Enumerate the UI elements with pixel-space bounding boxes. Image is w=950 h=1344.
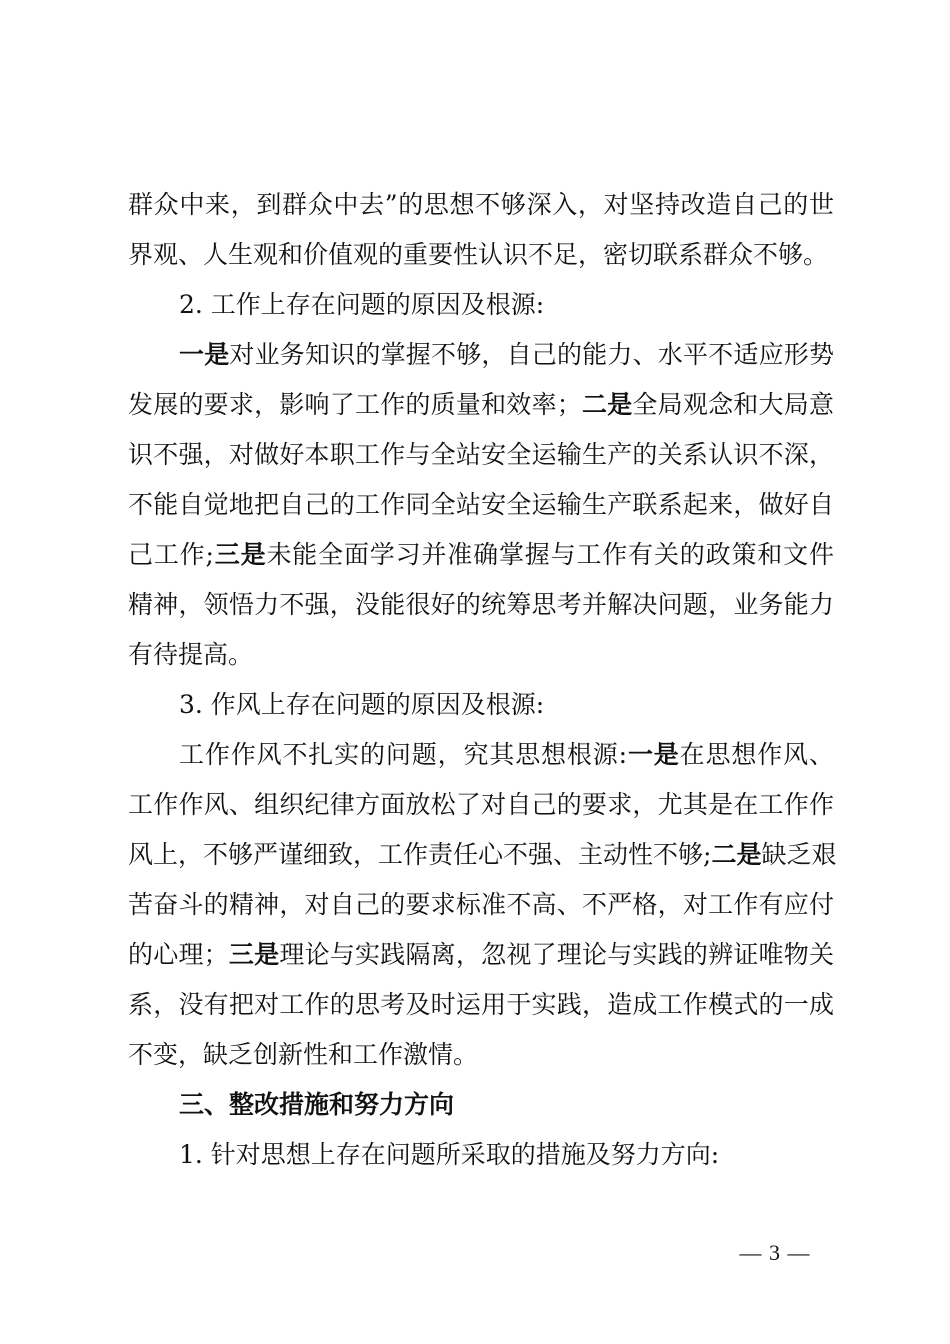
paragraph-line: 识不强，对做好本职工作与全站安全运输生产的关系认识不深， <box>128 440 834 469</box>
paragraph-line: 精神，领悟力不强，没能很好的统筹思考并解决问题，业务能力 <box>128 590 834 619</box>
paragraph-line: 有待提高。 <box>128 640 254 669</box>
paragraph-line: 发展的要求，影响了工作的质量和效率；二是全局观念和大局意 <box>128 390 834 419</box>
bold-marker: 三是 <box>228 940 280 969</box>
document-body <box>128 180 837 1180</box>
paragraph-line: 一是对业务知识的掌握不够，自己的能力、水平不适应形势 <box>179 340 834 369</box>
bold-marker: 二是 <box>711 840 762 869</box>
paragraph-line: 系，没有把对工作的思考及时运用于实践，造成工作模式的一成 <box>128 990 834 1019</box>
page-number: — 3 — <box>739 1240 811 1265</box>
paragraph-line: 苦奋斗的精神，对自己的要求标准不高、不严格，对工作有应付 <box>128 890 834 919</box>
section-heading: 三、整改措施和努力方向 <box>179 1090 455 1119</box>
paragraph-line: 风上，不够严谨细致，工作责任心不强、主动性不够;二是缺乏艰 <box>128 840 837 869</box>
paragraph-line: 工作作风不扎实的问题，究其思想根源:一是在思想作风、 <box>179 740 834 769</box>
bold-marker: 二是 <box>581 390 633 419</box>
section-item-2: 2. 工作上存在问题的原因及根源: <box>179 290 545 319</box>
paragraph-line: 界观、人生观和价值观的重要性认识不足，密切联系群众不够。 <box>128 240 829 269</box>
paragraph-line: 的心理；三是理论与实践隔离，忽视了理论与实践的辨证唯物关 <box>128 940 834 969</box>
section-item-3: 3. 作风上存在问题的原因及根源: <box>179 690 545 719</box>
paragraph-line: 不能自觉地把自己的工作同全站安全运输生产联系起来，做好自 <box>128 490 834 519</box>
bold-marker: 三是 <box>213 540 267 569</box>
paragraph-line: 工作作风、组织纪律方面放松了对自己的要求，尤其是在工作作 <box>128 790 834 819</box>
bold-marker: 一是 <box>627 740 680 769</box>
paragraph-line: 不变，缺乏创新性和工作激情。 <box>128 1040 479 1069</box>
bold-marker: 一是 <box>179 340 230 369</box>
section-item-1: 1. 针对思想上存在问题所采取的措施及努力方向: <box>179 1140 720 1169</box>
paragraph-line: 群众中来，到群众中去”的思想不够深入，对坚持改造自己的世 <box>128 190 834 219</box>
paragraph-line: 己工作;三是未能全面学习并准确掌握与工作有关的政策和文件 <box>128 540 834 569</box>
